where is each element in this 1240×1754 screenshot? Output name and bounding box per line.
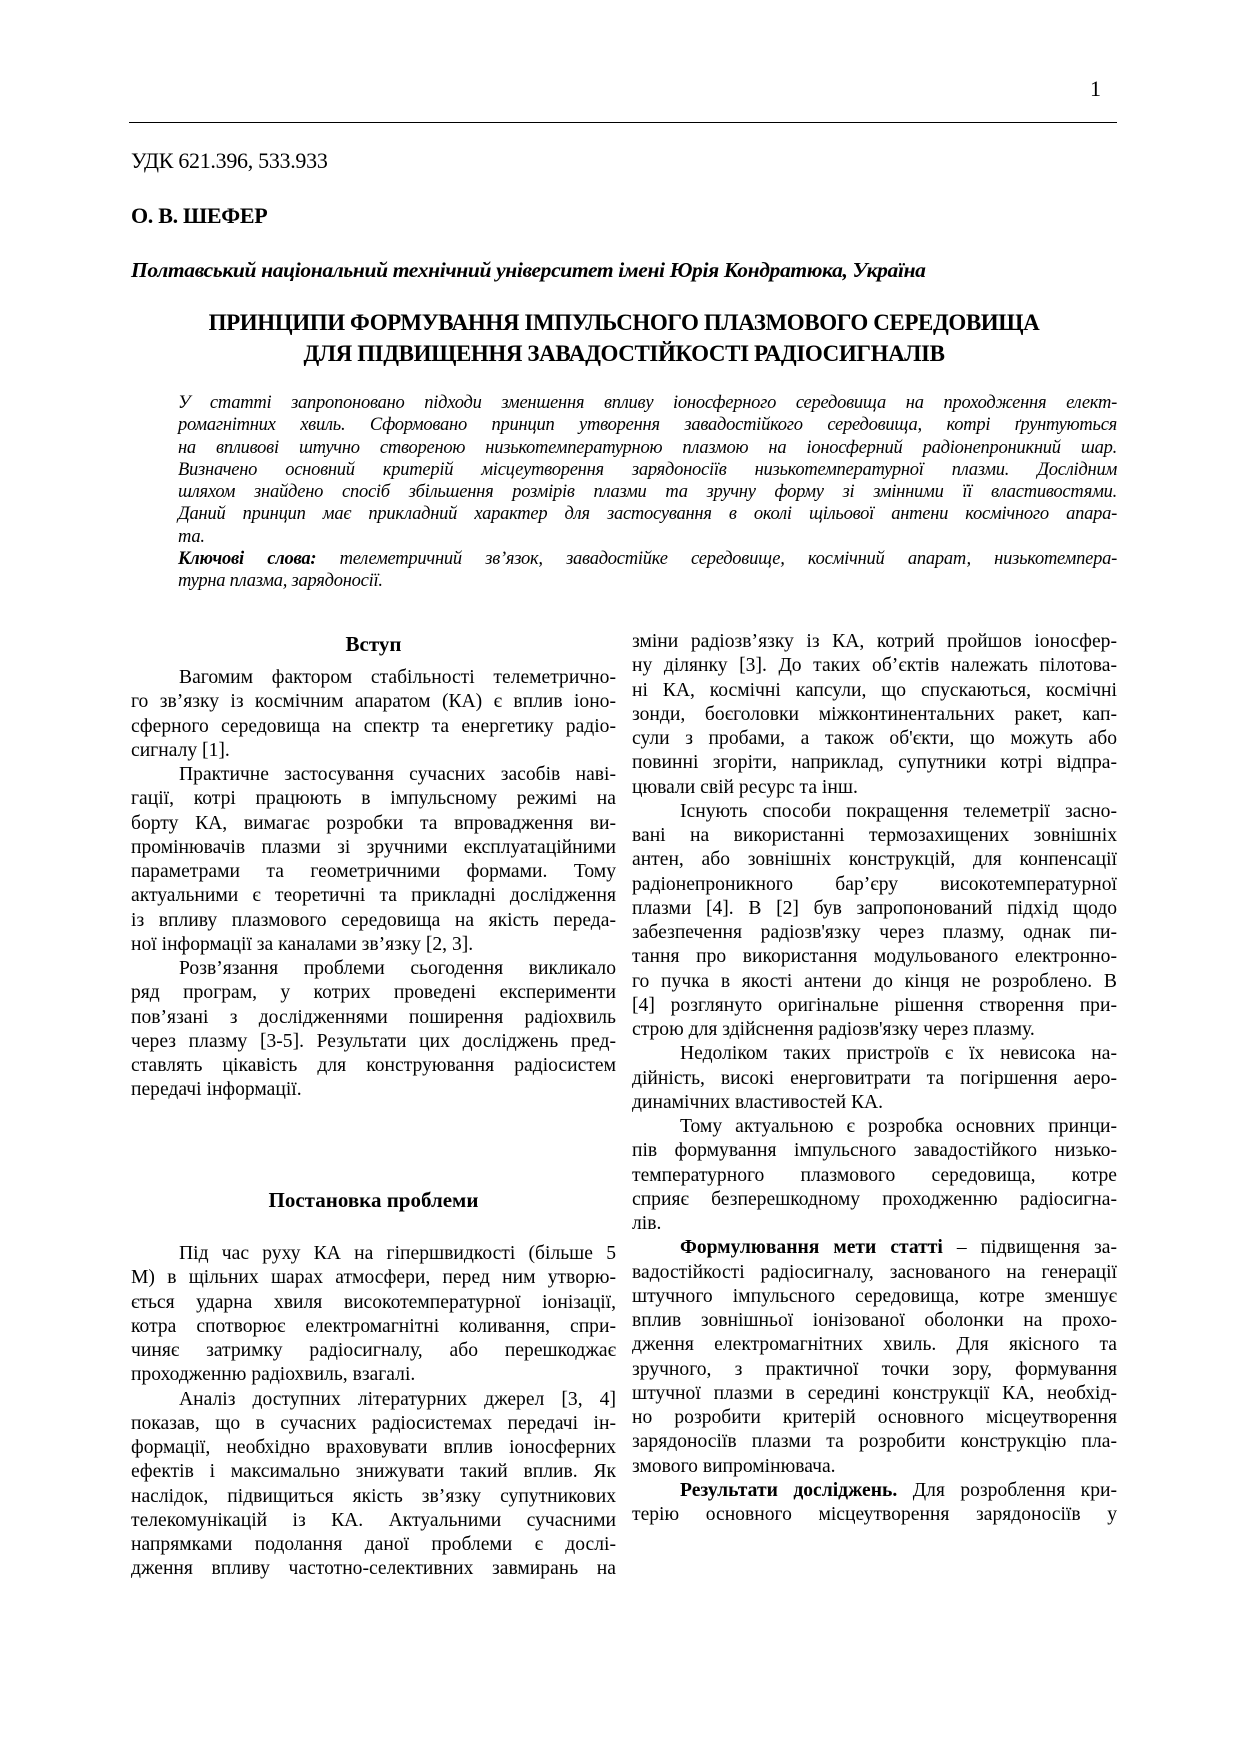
text-line: [4] розглянуто оригінальне рішення створення при- xyxy=(632,994,1117,1016)
abstract xyxy=(178,392,1117,593)
keywords-text: телеметричний зв’язок, завадостійке середовище, космічний апарат, низькотемпера- xyxy=(316,549,1117,570)
text-line: штучного імпульсного середовища, котре зменшує xyxy=(632,1285,1117,1307)
text-line: пів формування імпульсного завадостійкого низько- xyxy=(632,1140,1117,1162)
text-line: ряд програм, у котрих проведені експерименти xyxy=(131,982,616,1004)
text-line: радіонепроникного бар’єру високотемпературної xyxy=(632,873,1117,895)
text-line: дійність, високі енерговитрати та погіршення аеро- xyxy=(632,1067,1117,1089)
text-line: ефектів і максимально знижувати такий вплив. Як xyxy=(131,1461,616,1483)
text-line: наслідок, підвищиться якість зв’язку супутникових xyxy=(131,1485,616,1507)
text-line: ється ударна хвиля високотемпературної іонізації, xyxy=(131,1291,616,1313)
title-line: ПРИНЦИПИ ФОРМУВАННЯ ІМПУЛЬСНОГО ПЛАЗМОВОГО СЕРЕДОВИЩА xyxy=(208,310,1040,335)
text-line: актуальними є теоретичні та прикладні дослідження xyxy=(131,885,616,907)
text-line: Недоліком таких пристроїв є їх невисока на- xyxy=(680,1043,1117,1065)
text-line: М) в щільних шарах атмосфери, перед ним утворю- xyxy=(131,1267,616,1289)
text-line: ної інформації за каналами зв’язку [2, 3]. xyxy=(131,933,474,955)
text-line: Існують способи покращення телеметрії засно- xyxy=(680,800,1117,822)
results-first-line xyxy=(632,1479,1117,1503)
text-line: формації, необхідно враховувати вплив іоносферних xyxy=(131,1437,616,1458)
text-line: пов’язані з дослідженнями поширення радіохвиль xyxy=(131,1006,616,1028)
text-line: параметрами та геометричними формами. Тому xyxy=(131,861,616,882)
text-line: строю для здійснення радіозв'язку через плазму. xyxy=(632,1019,1035,1040)
text-line: зміни радіозв’язку із КА, котрий пройшов іоносфер- xyxy=(632,631,1117,652)
text-line: го пучка в якості антени до кінця не розроблено. В xyxy=(632,970,1117,992)
text-line: дження впливу частотно-селективних завмирань на xyxy=(131,1558,616,1580)
abstract-line: на впливові штучно створеною низькотемпературною плазмою на іоносферний радіонепроникний шар. xyxy=(178,437,1117,458)
abstract-line: та. xyxy=(178,526,205,547)
text-line: плазми [4]. В [2] був запропонований підхід щодо xyxy=(632,897,1117,919)
page-number: 1 xyxy=(1090,76,1101,101)
text-line: Вагомим фактором стабільності телеметрично- xyxy=(179,667,616,688)
text-line: котра спотворює електромагнітні коливання, спри- xyxy=(131,1315,616,1337)
goal-text: – підвищення за- xyxy=(942,1237,1118,1259)
text-line: штучної плазми в середині конструкції КА, необхід- xyxy=(632,1382,1117,1404)
text-line: тання про використання модульованого електронно- xyxy=(632,946,1117,968)
results-text: Для розроблення кри- xyxy=(897,1479,1117,1501)
text-line: сприяє безперешкодному проходженню радіосигна- xyxy=(632,1188,1117,1210)
text-line: Під час руху КА на гіпершвидкості (більше 5 xyxy=(179,1243,616,1264)
text-line: напрямками подолання даної проблеми є дослі- xyxy=(131,1534,616,1555)
header-rule xyxy=(129,122,1117,123)
keywords-line: турна плазма, зарядоносії. xyxy=(178,571,383,592)
goal-label: Формулювання мети статті xyxy=(680,1237,943,1259)
udc-code: УДК 621.396, 533.933 xyxy=(131,148,328,173)
problem-body xyxy=(131,1242,616,1582)
text-line: чиняє затримку радіосигналу, або перешкоджає xyxy=(131,1340,616,1361)
text-line: із впливу плазмового середовища на якість переда- xyxy=(131,909,616,931)
text-line: ставлять цікавість для конструювання радіосистем xyxy=(131,1055,616,1076)
text-line: проходженню радіохвиль, взагалі. xyxy=(131,1364,416,1386)
text-line: Тому актуальною є розробка основних принци- xyxy=(680,1116,1117,1137)
keywords-line xyxy=(178,548,1117,570)
abstract-line: Визначено основний критерій місцеутворення зарядоносіїв низькотемпературної плазми. Дослідним xyxy=(178,459,1117,480)
section-heading-intro: Вступ xyxy=(345,632,402,656)
text-line: сигналу [1]. xyxy=(131,739,230,761)
text-line: показав, що в сучасних радіосистемах передачі ін- xyxy=(131,1412,616,1434)
text-line: вплив зовнішньої іонізованої оболонки на прохо- xyxy=(632,1310,1117,1331)
text-line: сули з пробами, а також об'єкти, що можуть або xyxy=(632,728,1117,749)
text-line: антен, або зовнішніх конструкцій, для конпенсації xyxy=(632,849,1117,871)
text-line: змового випромінювача. xyxy=(632,1455,836,1477)
goal-first-line xyxy=(632,1236,1117,1260)
text-line: сферного середовища на спектр та енергетику радіо- xyxy=(131,715,616,737)
text-line: Розв’язання проблеми сьогодення викликало xyxy=(179,958,616,979)
intro-body xyxy=(131,666,616,1103)
abstract-line: У статті запропоновано підходи зменшення впливу іоносферного середовища на проходження елект- xyxy=(178,393,1117,413)
text-line: температурного плазмового середовища, котре xyxy=(632,1164,1117,1186)
text-line: телекомунікацій із КА. Актуальними сучасними xyxy=(131,1509,616,1531)
text-line: Аналіз доступних літературних джерел [3, 4] xyxy=(179,1388,616,1410)
text-line: терію основного місцеутворення зарядоносіїв у xyxy=(632,1504,1117,1525)
text-line: зручного, з практичної точки зору, формування xyxy=(632,1358,1117,1380)
text-line: передачі інформації. xyxy=(131,1079,302,1101)
text-line: ну ділянку [3]. До таких об’єктів належать пілотова- xyxy=(632,655,1117,677)
text-line: динамічних властивостей КА. xyxy=(632,1091,884,1113)
title-line: ДЛЯ ПІДВИЩЕННЯ ЗАВАДОСТІЙКОСТІ РАДІОСИГНАЛІВ xyxy=(303,341,945,366)
text-line: вані на використанні термозахищених зовнішніх xyxy=(632,825,1117,846)
text-line: повинні згоріти, наприклад, супутники котрі відпра- xyxy=(632,752,1117,774)
text-line: ні КА, космічні капсули, що спускаються, космічні xyxy=(632,679,1117,701)
text-line: цювали свій ресурс та інш. xyxy=(632,776,858,798)
right-column-body xyxy=(632,630,1117,1527)
text-line: го зв’язку із космічним апаратом (КА) є вплив іоно- xyxy=(131,691,616,713)
author-name: О. В. ШЕФЕР xyxy=(131,203,268,228)
text-line: промінювачів плазми зі зручними експлуатаційними xyxy=(131,836,616,858)
keywords-label: Ключові слова: xyxy=(178,549,317,570)
text-line: забезпечення радіозв'язку через плазму, однак пи- xyxy=(632,922,1117,943)
paper-title xyxy=(131,307,1117,369)
text-line: зонди, боєголовки міжконтинентальних ракет, кап- xyxy=(632,703,1117,725)
text-line: гації, котрі працюють в імпульсному режимі на xyxy=(131,788,616,810)
text-line: вадостійкості радіосигналу, заснованого на генерації xyxy=(632,1261,1117,1283)
text-line: дження електромагнітних хвиль. Для якісного та xyxy=(632,1334,1117,1356)
text-line: борту КА, вимагає розробки та впровадження ви- xyxy=(131,812,616,834)
abstract-line: ромагнітних хвиль. Сформовано принцип утворення завадостійкого середовища, котрі ґрунтуються xyxy=(178,415,1117,436)
section-heading-problem: Постановка проблеми xyxy=(268,1188,479,1212)
text-line: зарядоносіїв плазми та розробити конструкцію пла- xyxy=(632,1431,1117,1453)
text-line: через плазму [3-5]. Результати цих досліджень пред- xyxy=(131,1030,616,1052)
author-affiliation: Полтавський національний технічний університет імені Юрія Кондратюка, Україна xyxy=(131,258,926,282)
abstract-line: Даний принцип має прикладний характер для застосування в околі щільової антени космічного апара- xyxy=(178,504,1117,525)
text-line: лів. xyxy=(632,1213,662,1234)
text-line: но розробити критерій основного місцеутворення xyxy=(632,1407,1117,1428)
results-label: Результати досліджень. xyxy=(680,1479,898,1501)
text-line: Практичне застосування сучасних засобів наві- xyxy=(179,764,616,785)
abstract-line: шляхом знайдено спосіб збільшення розмірів плазми та зручну форму зі змінними її властивостями. xyxy=(178,482,1117,503)
